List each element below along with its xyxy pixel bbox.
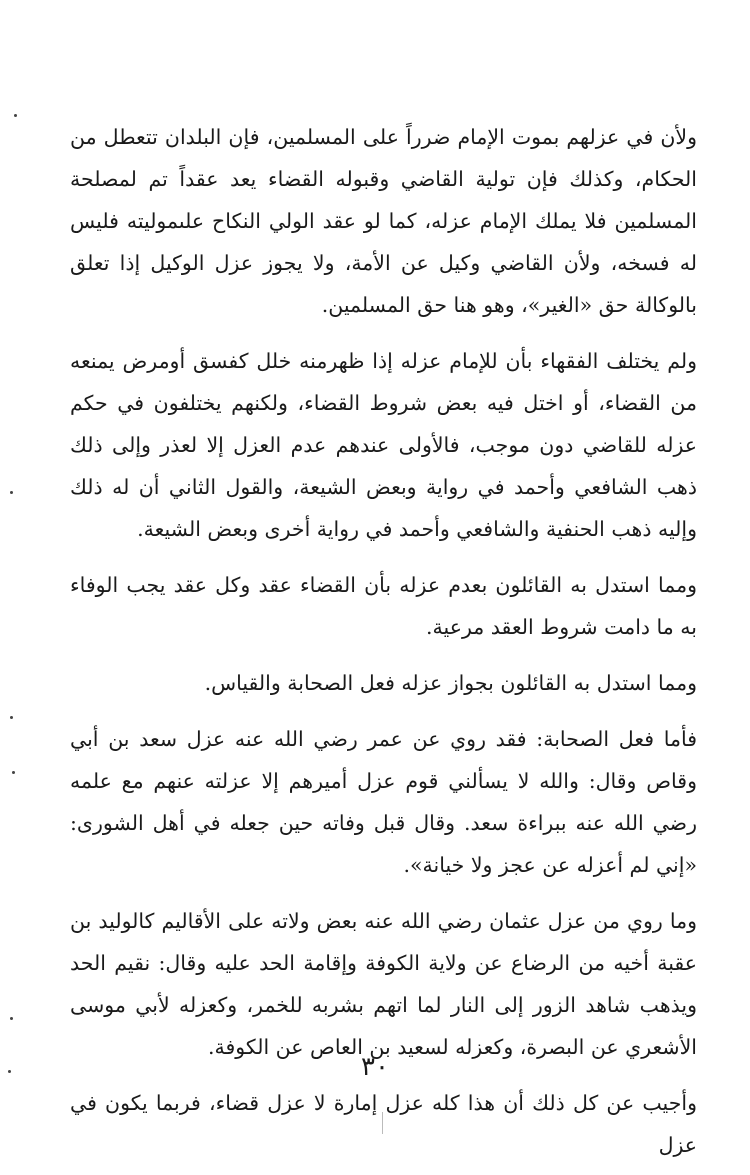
paragraph: وأجيب عن كل ذلك أن هذا كله عزل إمارة لا عزل قضاء، فربما يكون في عزل: [70, 1091, 697, 1157]
scan-speck: [10, 1017, 13, 1020]
paragraph: ولم يختلف الفقهاء بأن للإمام عزله إذا ظهرمنه خلل كفسق أومرض يمنعه من القضاء، أو اختل فيه بعض شروط القضاء، ولكنهم يختلفون في حكم عزله للقاضي دون موجب، فالأولى عندهم عدم العزل إلا لعذر وإلى ذلك ذهب الشافعي وأحمد في رواية وبعض الشيعة، والقول الثاني أن له ذلك وإليه ذهب الحنفية والشافعي وأحمد في رواية أخرى وبعض الشيعة.: [70, 349, 697, 541]
scan-speck: [12, 771, 15, 774]
scan-speck: [10, 491, 13, 494]
paragraph: ومما استدل به القائلون بجواز عزله فعل الصحابة والقياس.: [204, 671, 697, 695]
page-number: ٣٠: [361, 1052, 389, 1082]
paragraph: وما روي من عزل عثمان رضي الله عنه بعض ولاته على الأقاليم كالوليد بن عقبة أخيه من الرضاع عن ولاية الكوفة وإقامة الحد عليه وقال: نقيم الحد ويذهب شاهد الزور إلى النار لما اتهم بشربه للخمر، وكعزله لأبي موسى الأشعري عن البصرة، وكعزله لسعيد بن العاص عن الكوفة.: [70, 909, 697, 1059]
paragraph: ومما استدل به القائلون بعدم عزله بأن القضاء عقد وكل عقد يجب الوفاء به ما دامت شروط العقد مرعية.: [70, 573, 697, 639]
scan-speck: [10, 716, 13, 719]
paragraph: فأما فعل الصحابة: فقد روي عن عمر رضي الله عنه عزل سعد بن أبي وقاص وقال: والله لا يسألني قوم عزل أميرهم إلا عزلته عنهم مع علمه رضي الله عنه ببراءة سعد. وقال قبل وفاته حين جعله في أهل الشورى: «إني لم أعزله عن عجز ولا خيانة».: [70, 727, 697, 877]
page-body: [70, 116, 697, 1166]
paragraph: ولأن في عزلهم بموت الإمام ضرراً على المسلمين، فإن البلدان تتعطل من الحكام، وكذلك فإن تولية القاضي وقبوله القضاء يعد عقداً تم لمصلحة المسلمين فلا يملك الإمام عزله، كما لو عقد الولي النكاح علىموليته فليس له فسخه، ولأن القاضي وكيل عن الأمة، ولا يجوز عزل الوكيل إذا تعلق بالوكالة حق «الغير»، وهو هنا حق المسلمين.: [70, 125, 697, 317]
scan-speck: [14, 114, 17, 117]
